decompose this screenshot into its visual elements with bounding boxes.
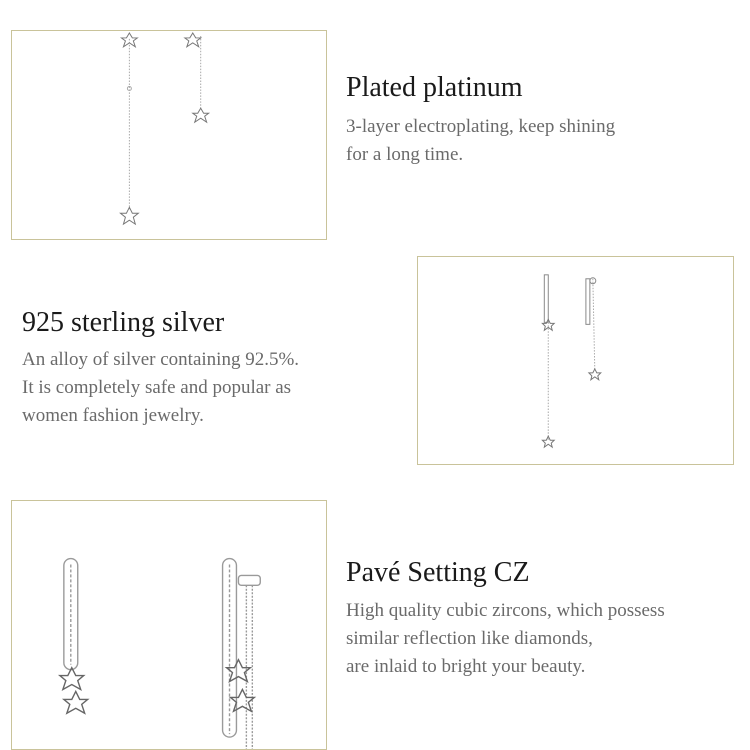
product-image-1 <box>11 30 327 240</box>
product-image-3 <box>11 500 327 750</box>
pave-cz-closeup-image <box>12 501 326 749</box>
star-chain-earrings-image <box>12 31 326 239</box>
desc-line: for a long time. <box>346 144 464 165</box>
desc-line: 3-layer electroplating, keep shining <box>346 116 616 137</box>
asymmetric-earrings-image <box>418 257 733 464</box>
feature-title-sterling-silver: 925 sterling silver <box>22 307 225 338</box>
desc-line: High quality cubic zircons, which possess <box>346 600 665 621</box>
feature-title-plated-platinum: Plated platinum <box>346 72 523 103</box>
feature-desc-pave-setting <box>346 597 665 681</box>
desc-line: women fashion jewelry. <box>22 405 204 426</box>
desc-line: It is completely safe and popular as <box>22 377 292 398</box>
feature-desc-plated-platinum <box>346 113 615 169</box>
desc-line: similar reflection like diamonds, <box>346 628 593 649</box>
product-image-2 <box>417 256 734 465</box>
desc-line: are inlaid to bright your beauty. <box>346 656 586 677</box>
feature-desc-sterling-silver <box>22 346 299 430</box>
desc-line: An alloy of silver containing 92.5%. <box>22 349 300 370</box>
feature-title-pave-setting: Pavé Setting CZ <box>346 557 530 588</box>
